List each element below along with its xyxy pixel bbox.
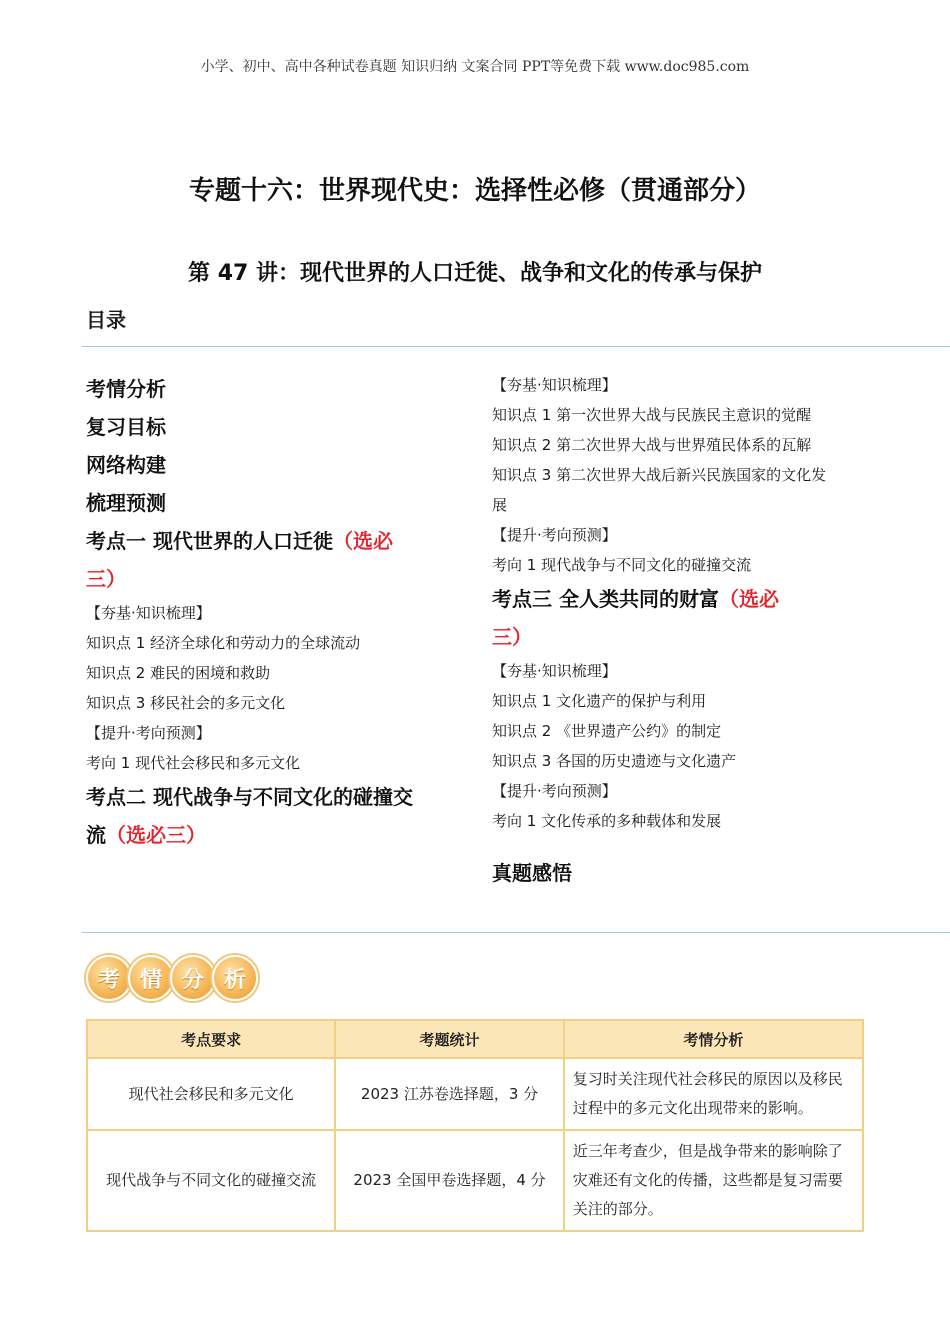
toc-item-real-questions[interactable]: 真题感悟 <box>492 861 572 885</box>
table-cell: 近三年考查少，但是战争带来的影响除了灾难还有文化的传播，这些都是复习需要关注的部分。 <box>564 1130 863 1231</box>
table-row <box>87 1130 863 1231</box>
toc-item-review[interactable]: 梳理预测 <box>86 491 166 515</box>
table-cell: 现代战争与不同文化的碰撞交流 <box>87 1130 335 1231</box>
table-row <box>87 1058 863 1130</box>
toc-item-goals[interactable]: 复习目标 <box>86 415 166 439</box>
page-title: 专题十六：世界现代史：选择性必修（贯通部分） <box>188 176 761 206</box>
kd2-point-3-cont: 展 <box>492 496 508 514</box>
kd3-base: 【夯基·知识梳理】 <box>492 662 617 680</box>
toc-item-analysis[interactable]: 考情分析 <box>86 377 166 401</box>
table-cell: 复习时关注现代社会移民的原因以及移民过程中的多元文化出现带来的影响。 <box>564 1058 863 1130</box>
table-header-cell: 考点要求 <box>87 1020 335 1058</box>
section-badge <box>86 955 254 1005</box>
toc-item-kd3[interactable] <box>492 580 872 618</box>
kd1-upgrade: 【提升·考向预测】 <box>86 724 211 742</box>
toc-right-column <box>492 370 872 892</box>
kd1-tag: （选必 <box>332 529 393 553</box>
kd3-upgrade: 【提升·考向预测】 <box>492 782 617 800</box>
kd1-direction-1[interactable]: 考向 1 现代社会移民和多元文化 <box>86 754 301 772</box>
kd3-tag: （选必 <box>718 587 779 611</box>
kd2-tag: （选必三） <box>106 823 206 847</box>
kd2-point-1[interactable]: 知识点 1 第一次世界大战与民族民主意识的觉醒 <box>492 406 812 424</box>
analysis-table <box>86 1019 864 1232</box>
kd1-point-1[interactable]: 知识点 1 经济全球化和劳动力的全球流动 <box>86 634 361 652</box>
table-cell: 2023 江苏卷选择题，3 分 <box>335 1058 563 1130</box>
table-header-row <box>87 1020 863 1058</box>
toc-heading: 目录 <box>86 308 126 332</box>
toc-item-network[interactable]: 网络构建 <box>86 453 166 477</box>
lecture-title: 第 47 讲：现代世界的人口迁徙、战争和文化的传承与保护 <box>188 261 762 286</box>
page-header: 小学、初中、高中各种试卷真题 知识归纳 文案合同 PPT等免费下载 www.doc985.com <box>200 59 750 75</box>
kd1-title: 考点一 现代世界的人口迁徙 <box>86 529 333 553</box>
toc-left-column <box>86 370 466 854</box>
table-cell: 2023 全国甲卷选择题，4 分 <box>335 1130 563 1231</box>
kd2-title-cont <box>86 816 466 854</box>
kd1-point-2[interactable]: 知识点 2 难民的困境和救助 <box>86 664 271 682</box>
divider-bottom <box>82 932 950 933</box>
kd2-upgrade: 【提升·考向预测】 <box>492 526 617 544</box>
kd2-point-2[interactable]: 知识点 2 第二次世界大战与世界殖民体系的瓦解 <box>492 436 812 454</box>
kd3-point-3[interactable]: 知识点 3 各国的历史遗迹与文化遗产 <box>492 752 737 770</box>
kd2-base: 【夯基·知识梳理】 <box>492 376 617 394</box>
badge-char: 情 <box>128 955 174 1001</box>
badge-char: 分 <box>170 955 216 1001</box>
table-cell: 现代社会移民和多元文化 <box>87 1058 335 1130</box>
table-header-cell: 考题统计 <box>335 1020 563 1058</box>
kd2-point-3[interactable]: 知识点 3 第二次世界大战后新兴民族国家的文化发 <box>492 466 827 484</box>
kd3-point-1[interactable]: 知识点 1 文化遗产的保护与利用 <box>492 692 707 710</box>
badge-char: 析 <box>212 955 258 1001</box>
badge-char: 考 <box>86 955 132 1001</box>
toc-item-kd1[interactable] <box>86 522 466 560</box>
kd2-title-end: 流 <box>86 823 106 847</box>
kd1-point-3[interactable]: 知识点 3 移民社会的多元文化 <box>86 694 286 712</box>
kd1-base: 【夯基·知识梳理】 <box>86 604 211 622</box>
kd1-tag-cont: 三） <box>86 567 126 591</box>
divider-top <box>82 346 950 347</box>
kd3-direction-1[interactable]: 考向 1 文化传承的多种载体和发展 <box>492 812 722 830</box>
toc-item-kd2[interactable]: 考点二 现代战争与不同文化的碰撞交 <box>86 785 413 809</box>
kd2-direction-1[interactable]: 考向 1 现代战争与不同文化的碰撞交流 <box>492 556 752 574</box>
kd3-title: 考点三 全人类共同的财富 <box>492 587 719 611</box>
kd3-tag-cont: 三） <box>492 625 532 649</box>
kd3-point-2[interactable]: 知识点 2 《世界遗产公约》的制定 <box>492 722 722 740</box>
table-header-cell: 考情分析 <box>564 1020 863 1058</box>
